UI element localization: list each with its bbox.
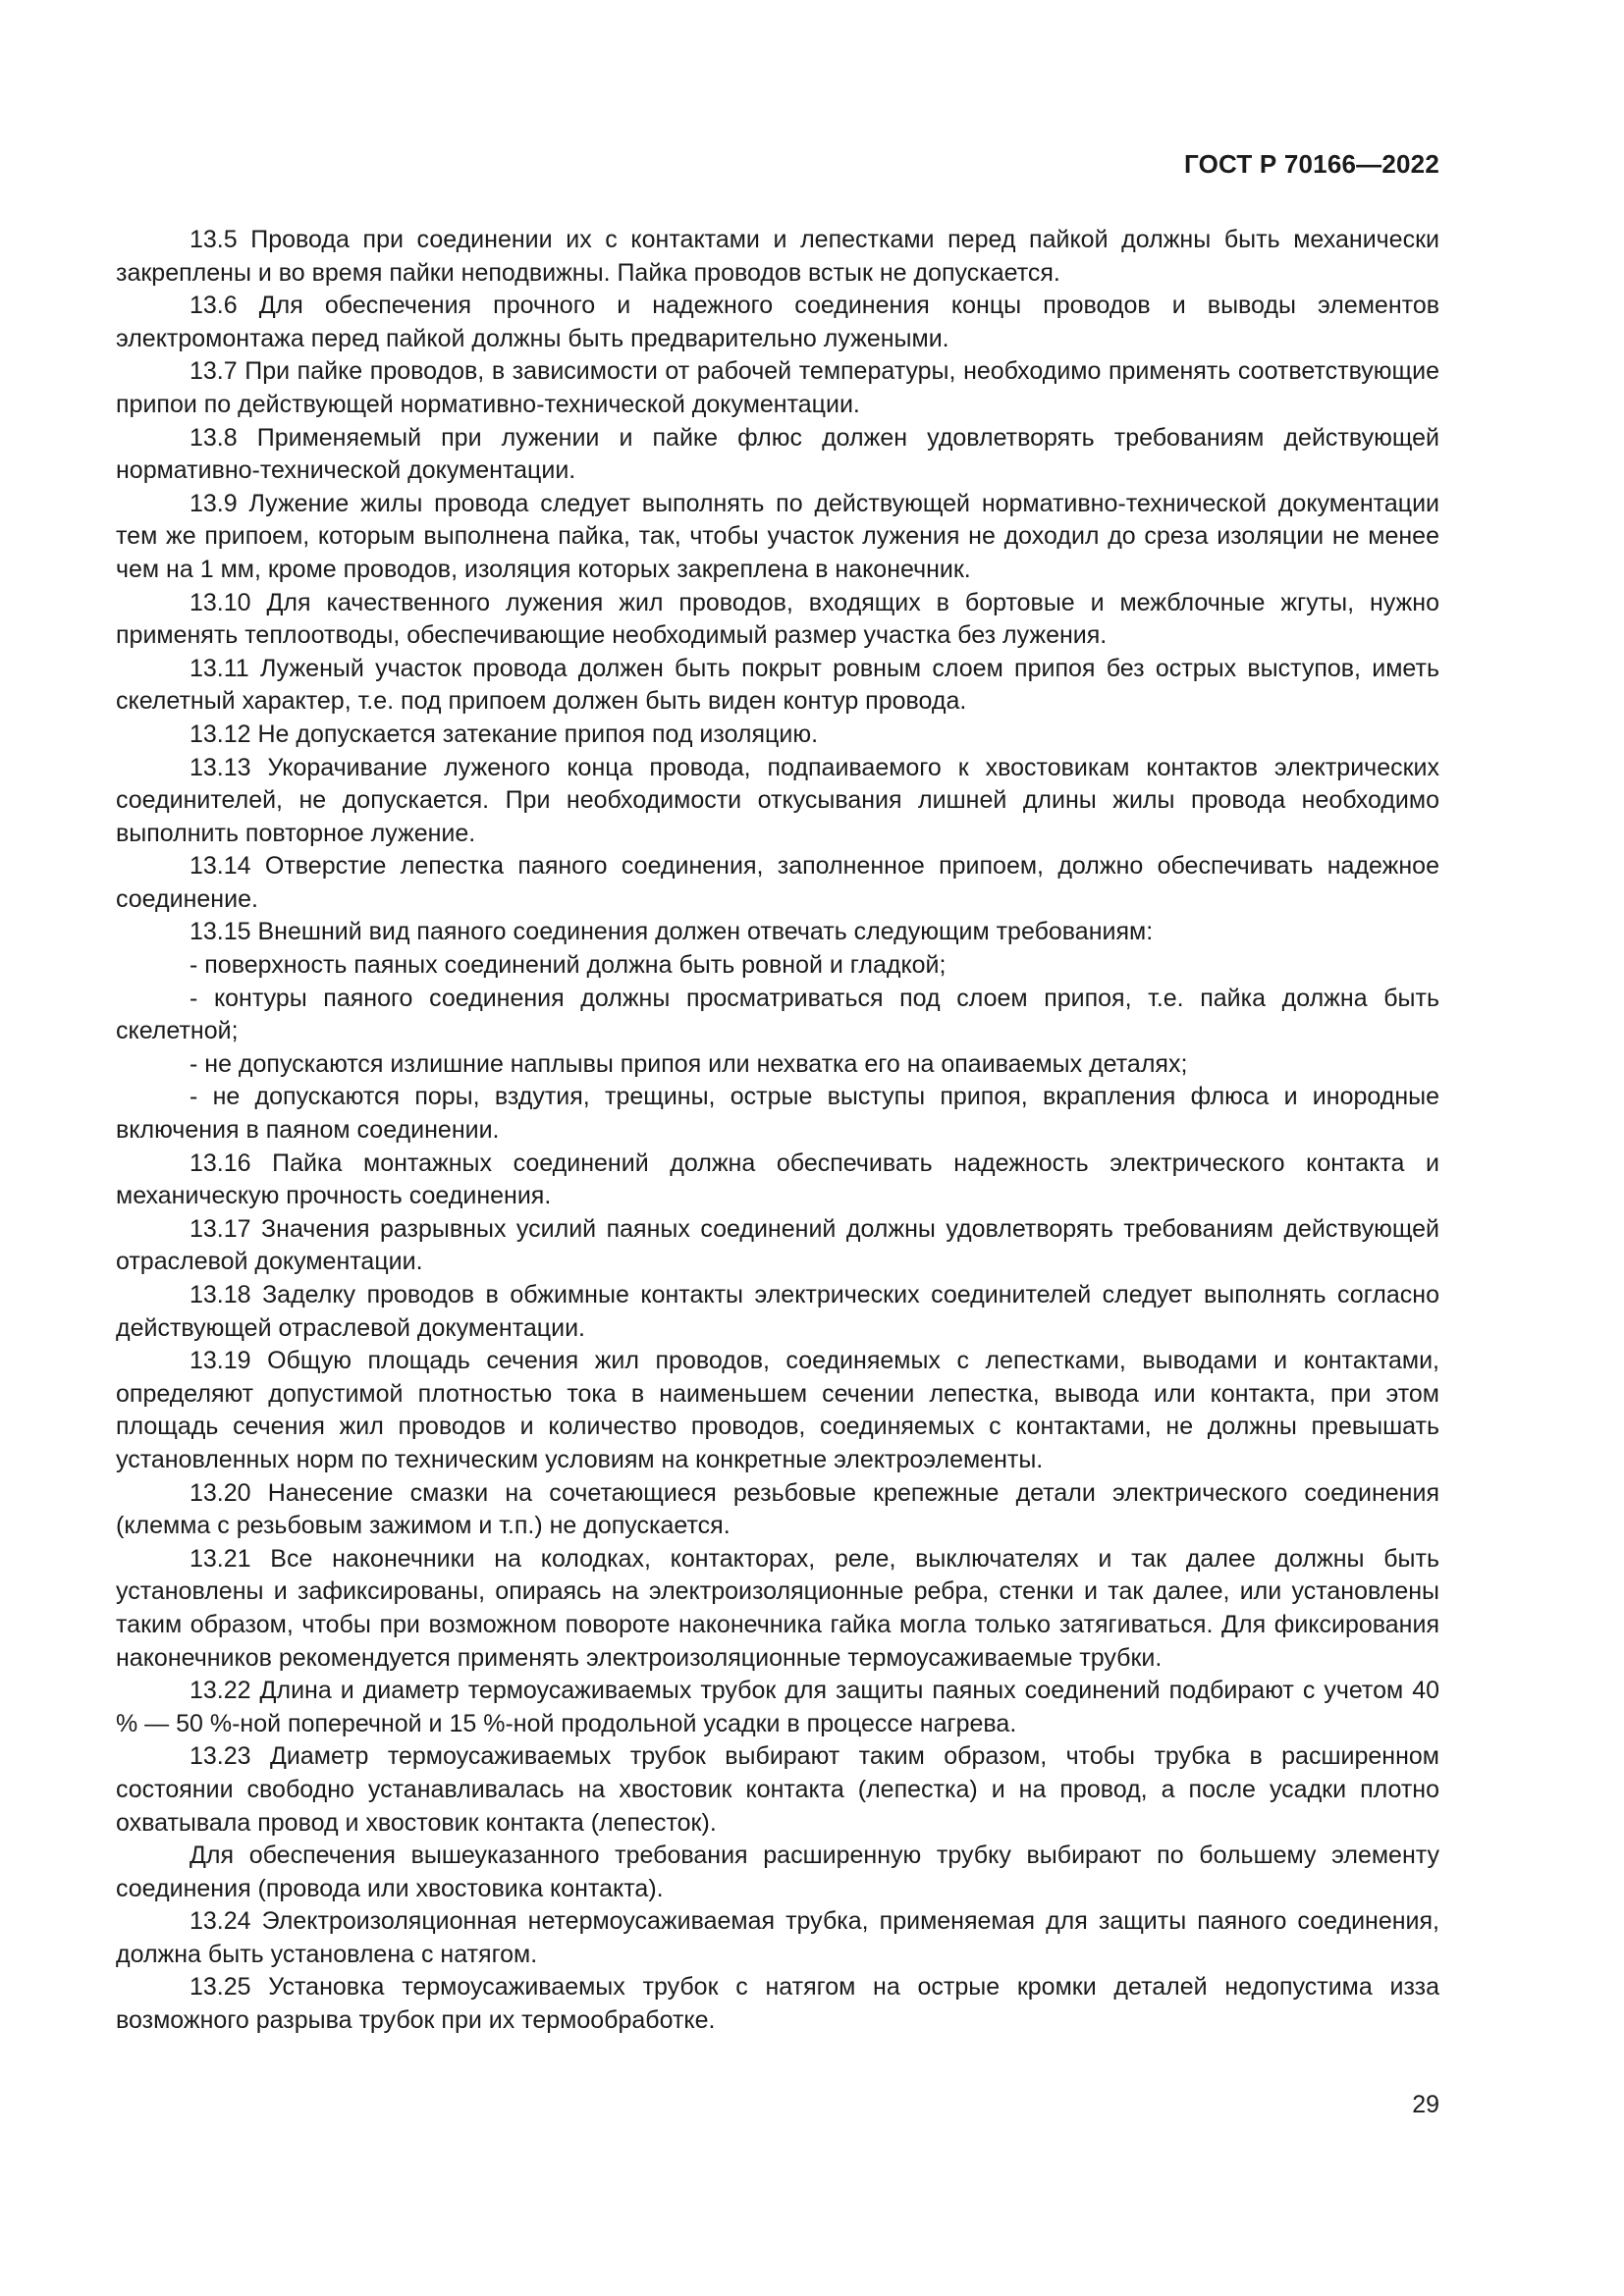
paragraph-13-11: 13.11 Луженый участок провода должен быть покрыт ровным слоем припоя без острых выступов, иметь скелетный характер, т.е. под припоем должен быть виден контур провода. bbox=[116, 654, 1439, 716]
paragraph-13-20: 13.20 Нанесение смазки на сочетающиеся резьбовые крепежные детали электрического соединения (клемма с резьбовым зажимом и т.п.) не допускается. bbox=[116, 1478, 1439, 1540]
paragraph-13-18: 13.18 Заделку проводов в обжимные контакты электрических соединителей следует выполнять согласно действующей отраслевой документации. bbox=[116, 1281, 1439, 1342]
paragraph-13-6: 13.6 Для обеспечения прочного и надежного соединения концы проводов и выводы элементов электромонтажа перед пайкой должны быть предварительно лужеными. bbox=[116, 292, 1439, 352]
paragraph-13-24: 13.24 Электроизоляционная нетермоусаживаемая трубка, применяемая для защиты паяного соединения, должна быть установлена с натягом. bbox=[116, 1907, 1439, 1968]
list-item: - контуры паяного соединения должны просматриваться под слоем припоя, т.е. пайка должна быть скелетной; bbox=[116, 984, 1439, 1045]
page-number: 29 bbox=[1412, 2091, 1439, 2118]
paragraph-13-19: 13.19 Общую площадь сечения жил проводов, соединяемых с лепестками, выводами и контактами, определяют допустимой плотностью тока в наименьшем сечении лепестка, вывода или контакта, при этом площадь сечения жил проводов и количество проводов, соединяемых с контактами, не должны превышать установленных норм по техническим условиям на конкретные электроэлементы. bbox=[116, 1347, 1439, 1473]
paragraph-13-14: 13.14 Отверстие лепестка паяного соединения, заполненное припоем, должно обеспечивать надежное соединение. bbox=[116, 852, 1439, 913]
paragraph-13-9: 13.9 Лужение жилы провода следует выполнять по действующей нормативно-технической документации тем же припоем, которым выполнена пайка, так, чтобы участок лужения не доходил до среза изоляции не менее чем на 1 мм, кроме проводов, изоляция которых закреплена в наконечник. bbox=[116, 489, 1439, 583]
list-item: - поверхность паяных соединений должна быть ровной и гладкой; bbox=[189, 951, 947, 980]
list-item: - не допускаются излишние наплывы припоя или нехватка его на опаиваемых деталях; bbox=[189, 1049, 1188, 1078]
document-body bbox=[116, 224, 1439, 2038]
paragraph-13-23: 13.23 Диаметр термоусаживаемых трубок выбирают таким образом, чтобы трубка в расширенном состоянии свободно устанавливалась на хвостовик контакта (лепестка) и на провод, а после усадки плотно охватывала провод и хвостовик контакта (лепесток). bbox=[116, 1742, 1439, 1837]
paragraph-13-5: 13.5 Провода при соединении их с контактами и лепестками перед пайкой должны быть механически закреплены и во время пайки неподвижны. Пайка проводов встык не допускается. bbox=[116, 226, 1439, 287]
document-code-header: ГОСТ Р 70166—2022 bbox=[1184, 149, 1439, 179]
paragraph-13-22: 13.22 Длина и диаметр термоусаживаемых трубок для защиты паяных соединений подбирают с учетом 40 % — 50 %-ной поперечной и 15 %-ной продольной усадки в процессе нагрева. bbox=[116, 1677, 1439, 1737]
paragraph-13-21: 13.21 Все наконечники на колодках, контакторах, реле, выключателях и так далее должны быть установлены и зафиксированы, опираясь на электроизоляционные ребра, стенки и так далее, или установлены таким образом, чтобы при возможном повороте наконечника гайка могла только затягиваться. Для фиксирования наконечников рекомендуется применять электроизоляционные термоусаживаемые трубки. bbox=[116, 1544, 1439, 1672]
paragraph-13-10: 13.10 Для качественного лужения жил проводов, входящих в бортовые и межблочные жгуты, нужно применять теплоотводы, обеспечивающие необходимый размер участка без лужения. bbox=[116, 588, 1439, 650]
paragraph-13-25: 13.25 Установка термоусаживаемых трубок с натягом на острые кромки деталей недопустима изза возможного разрыва трубок при их термообработке. bbox=[116, 1973, 1439, 2035]
paragraph-13-23-note: Для обеспечения вышеуказанного требования расширенную трубку выбирают по большему элементу соединения (провода или хвостовика контакта). bbox=[116, 1842, 1439, 1902]
paragraph-13-13: 13.13 Укорачивание луженого конца провода, подпаиваемого к хвостовикам контактов электрических соединителей, не допускается. При необходимости откусывания лишней длины жилы провода необходимо выполнить повторное лужение. bbox=[116, 753, 1439, 847]
list-item: - не допускаются поры, вздутия, трещины, острые выступы припоя, вкрапления флюса и инородные включения в паяном соединении. bbox=[116, 1083, 1439, 1145]
paragraph-13-15: 13.15 Внешний вид паяного соединения должен отвечать следующим требованиям: bbox=[189, 918, 1154, 946]
paragraph-13-16: 13.16 Пайка монтажных соединений должна обеспечивать надежность электрического контакта и механическую прочность соединения. bbox=[116, 1148, 1439, 1210]
paragraph-13-17: 13.17 Значения разрывных усилий паяных соединений должны удовлетворять требованиям действующей отраслевой документации. bbox=[116, 1214, 1439, 1276]
paragraph-13-7: 13.7 При пайке проводов, в зависимости от рабочей температуры, необходимо применять соответствующие припои по действующей нормативно-технической документации. bbox=[116, 357, 1439, 418]
paragraph-13-8: 13.8 Применяемый при лужении и пайке флюс должен удовлетворять требованиям действующей нормативно-технической документации. bbox=[116, 423, 1439, 485]
paragraph-13-12: 13.12 Не допускается затекание припоя под изоляцию. bbox=[189, 720, 819, 748]
